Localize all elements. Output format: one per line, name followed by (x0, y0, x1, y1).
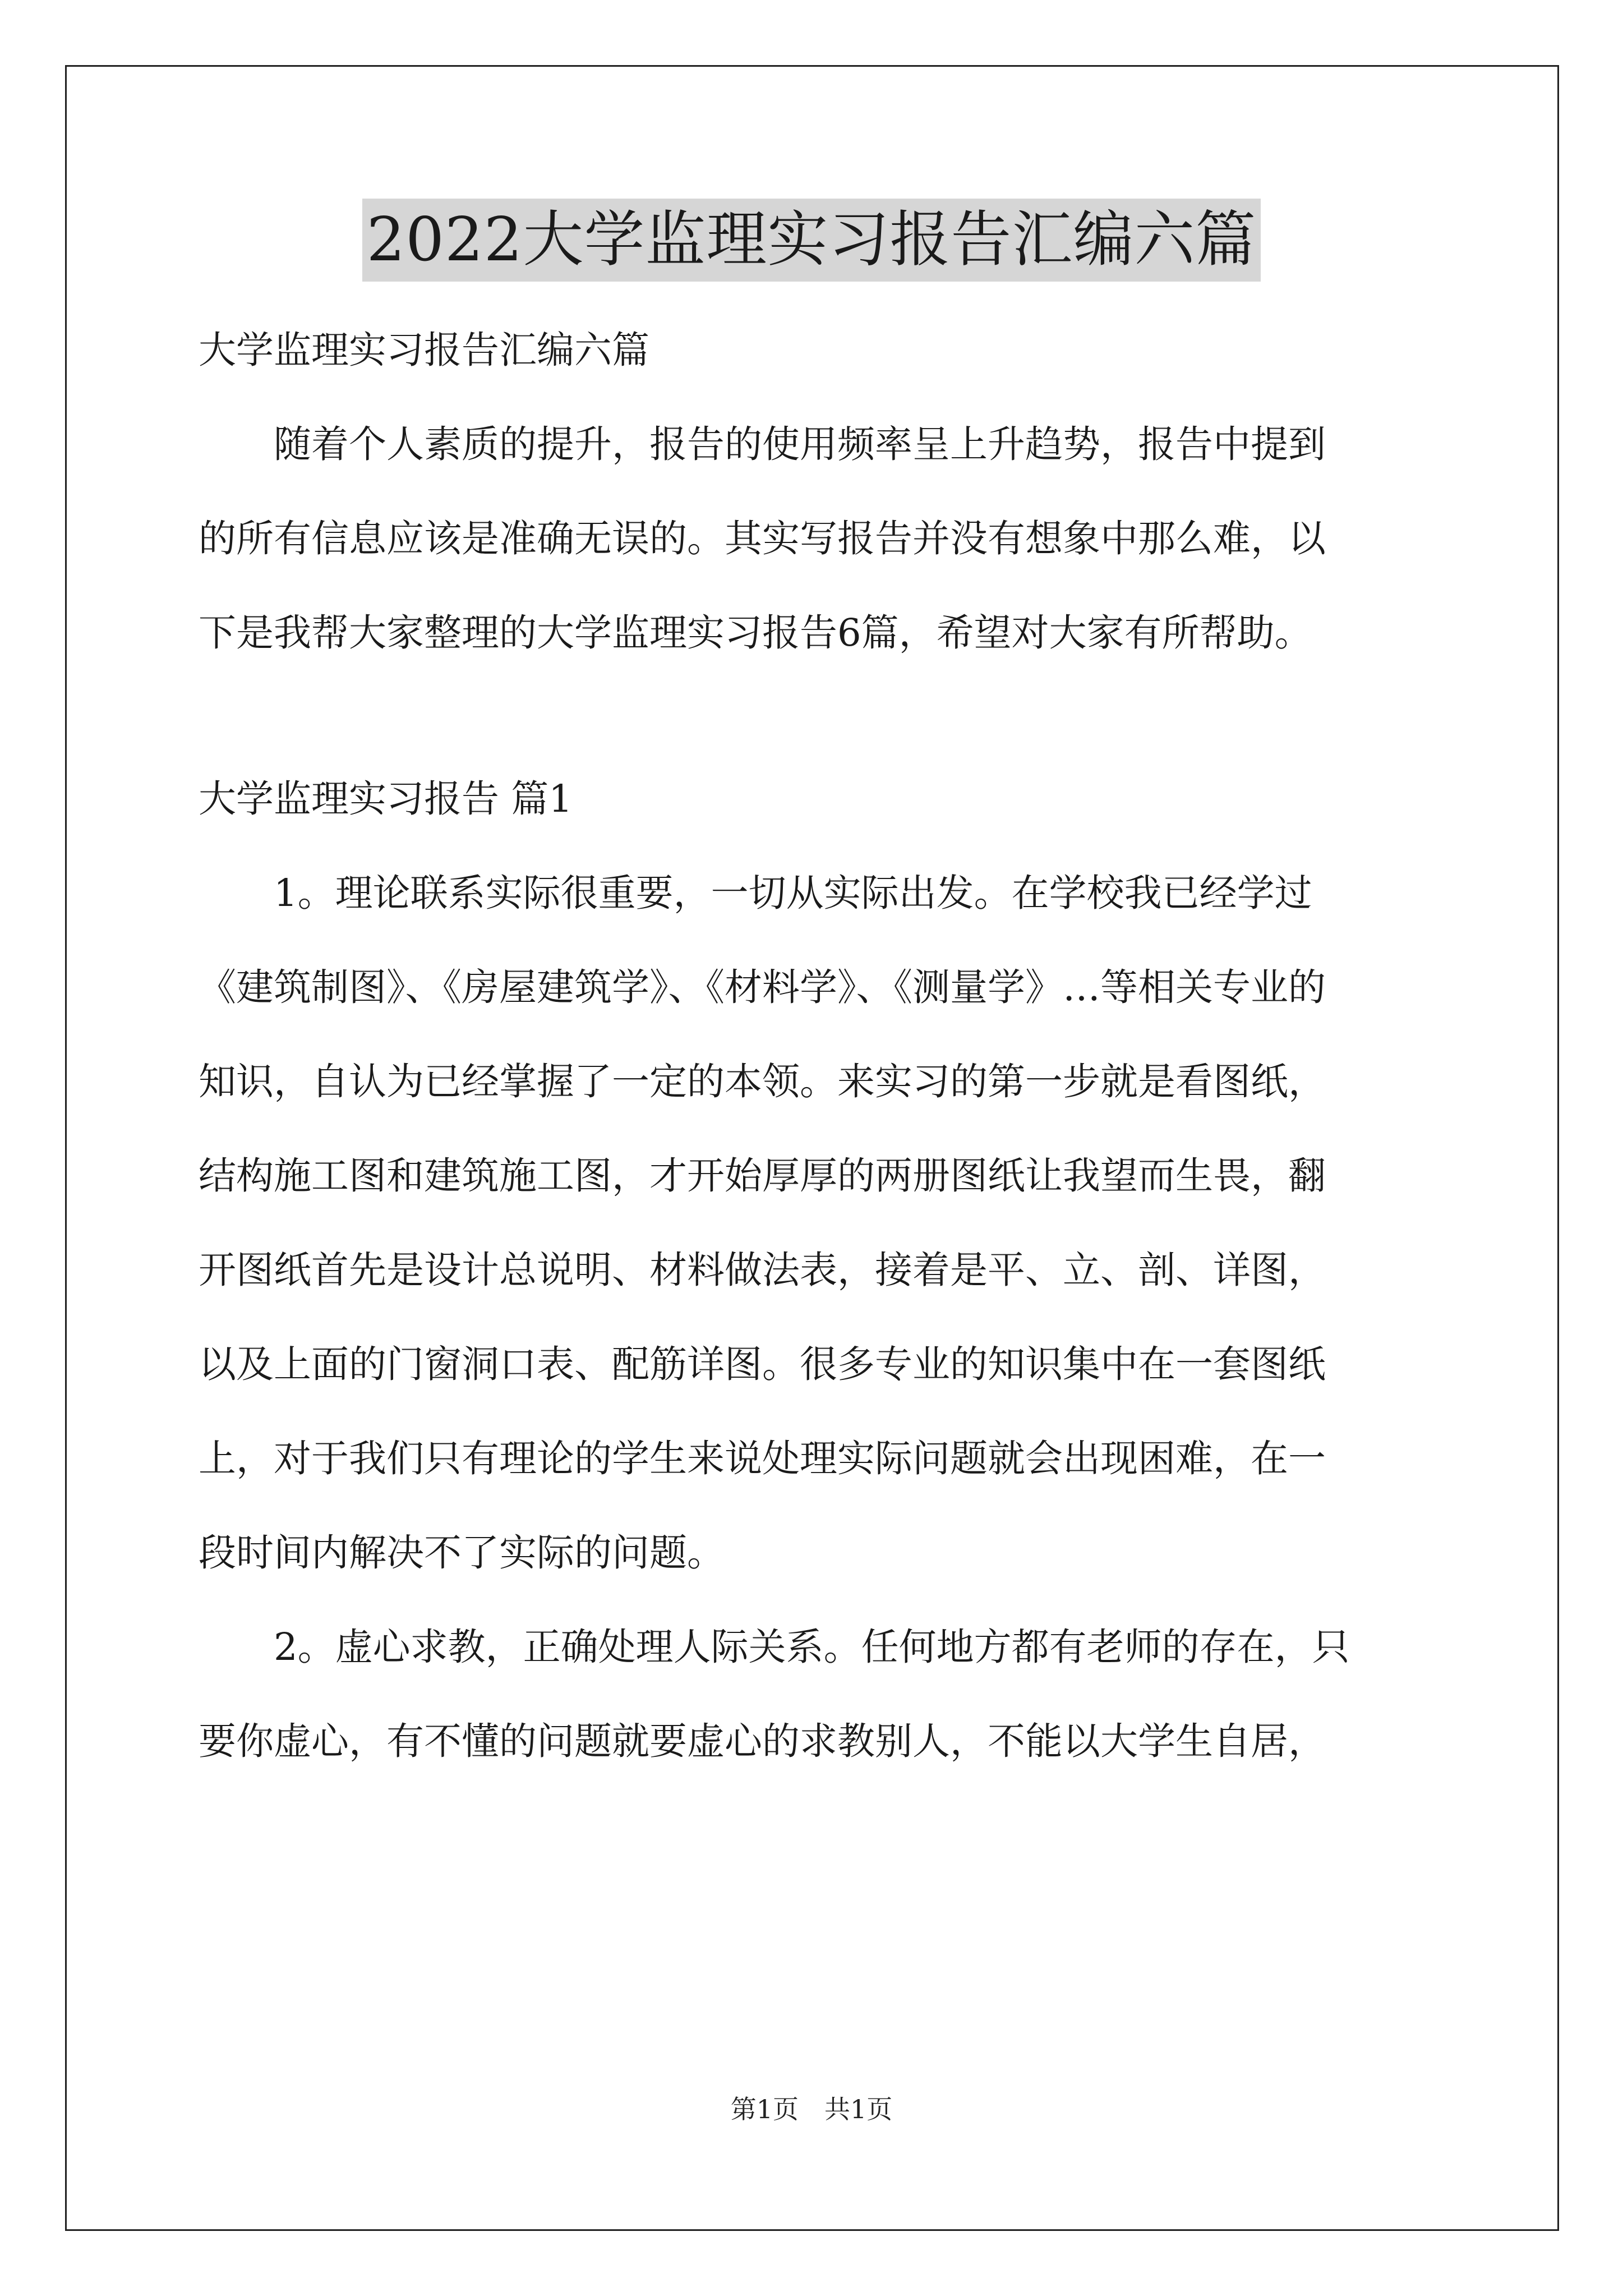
para1-line-6: 以及上面的门窗洞口表、配筋详图。很多专业的知识集中在一套图纸 (199, 1342, 1326, 1386)
intro-line-2: 的所有信息应该是准确无误的。其实写报告并没有想象中那么难，以 (199, 517, 1326, 560)
para1-line-2: 《建筑制图》、《房屋建筑学》、《材料学》、《测量学》…等相关专业的 (199, 965, 1326, 1009)
section-heading: 大学监理实习报告 篇1 (199, 777, 573, 821)
para1-line-7: 上，对于我们只有理论的学生来说处理实际问题就会出现困难，在一 (199, 1437, 1326, 1480)
section-spacer (199, 680, 1439, 752)
document-subtitle: 大学监理实习报告汇编六篇 (199, 328, 649, 372)
document-body (199, 303, 1439, 1788)
para1-line-4: 结构施工图和建筑施工图，才开始厚厚的两册图纸让我望而生畏，翻 (199, 1154, 1326, 1198)
para2-line-2: 要你虚心，有不懂的问题就要虚心的求教别人，不能以大学生自居， (199, 1719, 1326, 1763)
para1-line-3: 知识，自认为已经掌握了一定的本领。来实习的第一步就是看图纸， (199, 1060, 1326, 1103)
document-title: 2022大学监理实习报告汇编六篇 (362, 199, 1261, 282)
para1-line-8: 段时间内解决不了实际的问题。 (199, 1531, 725, 1575)
para1-line-1: 1。理论联系实际很重要，一切从实际出发。在学校我已经学过 (274, 871, 1312, 915)
intro-line-1: 随着个人素质的提升，报告的使用频率呈上升趋势，报告中提到 (274, 422, 1326, 466)
page-footer: 第1页 共1页 (730, 2094, 893, 2124)
intro-line-3: 下是我帮大家整理的大学监理实习报告6篇，希望对大家有所帮助。 (199, 611, 1312, 655)
title-container (0, 199, 1623, 282)
para1-line-5: 开图纸首先是设计总说明、材料做法表，接着是平、立、剖、详图， (199, 1248, 1326, 1292)
para2-line-1: 2。虚心求教，正确处理人际关系。任何地方都有老师的存在，只 (274, 1625, 1350, 1669)
